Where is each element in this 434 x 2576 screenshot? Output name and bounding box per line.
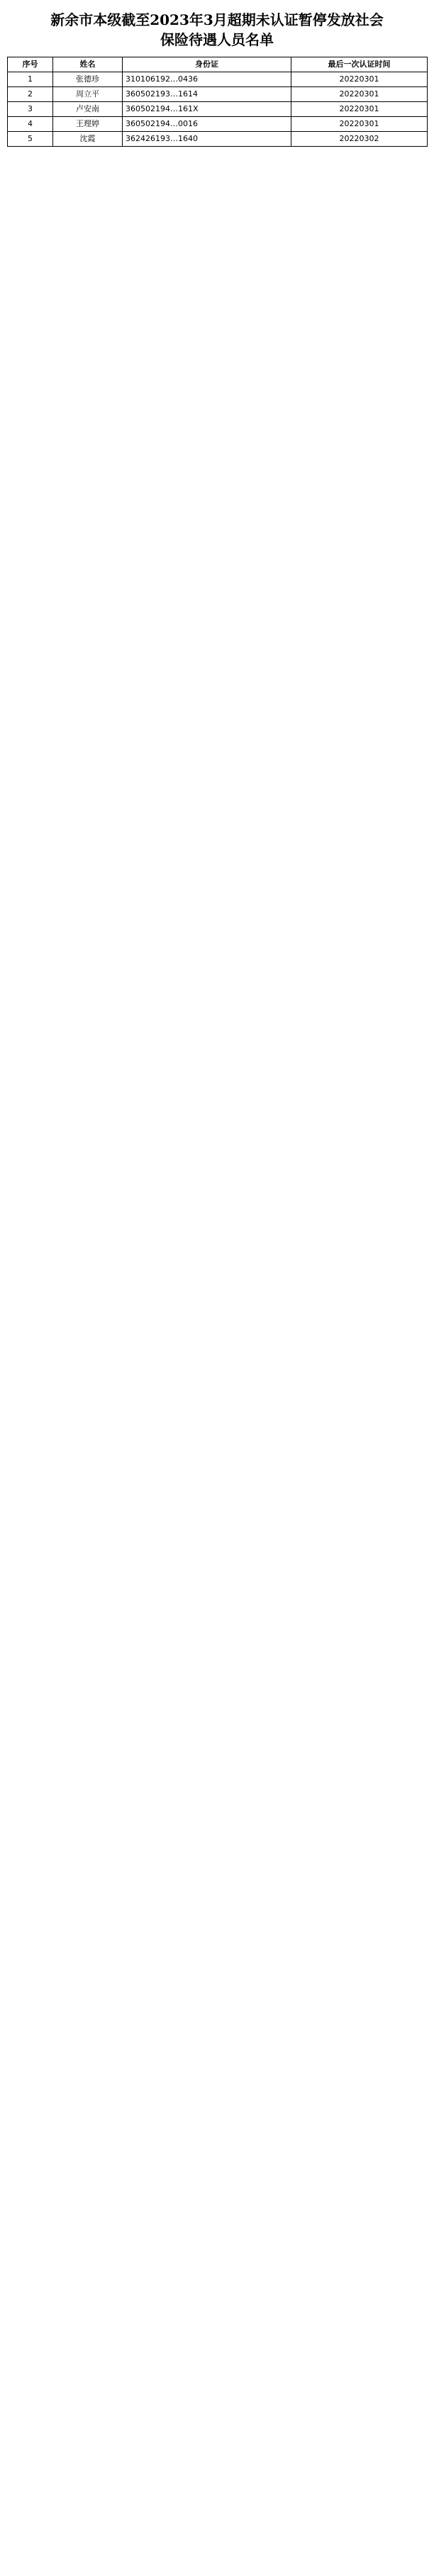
row-last-auth-date: 20220301 bbox=[291, 102, 428, 117]
table-row bbox=[8, 102, 428, 117]
row-number: 4 bbox=[8, 117, 53, 132]
header-date: 最后一次认证时间 bbox=[291, 57, 428, 72]
row-id-number: 310106192…0436 bbox=[123, 72, 291, 87]
row-name: 王理婷 bbox=[53, 117, 123, 132]
document-title bbox=[7, 10, 427, 50]
table-header-row bbox=[8, 57, 428, 72]
row-last-auth-date: 20220301 bbox=[291, 87, 428, 102]
row-last-auth-date: 20220301 bbox=[291, 117, 428, 132]
row-number: 3 bbox=[8, 102, 53, 117]
title-line-2: 保险待遇人员名单 bbox=[160, 31, 274, 48]
row-id-number: 360502193…1614 bbox=[123, 87, 291, 102]
row-number: 1 bbox=[8, 72, 53, 87]
title-line-1: 新余市本级截至2023年3月超期未认证暂停发放社会 bbox=[50, 11, 384, 28]
row-last-auth-date: 20220301 bbox=[291, 72, 428, 87]
header-id: 身份证 bbox=[123, 57, 291, 72]
row-name: 卢安南 bbox=[53, 102, 123, 117]
document-page bbox=[0, 0, 434, 147]
header-name: 姓名 bbox=[53, 57, 123, 72]
table-row bbox=[8, 117, 428, 132]
row-id-number: 362426193…1640 bbox=[123, 132, 291, 147]
header-no: 序号 bbox=[8, 57, 53, 72]
table-row bbox=[8, 72, 428, 87]
row-last-auth-date: 20220302 bbox=[291, 132, 428, 147]
row-id-number: 360502194…0016 bbox=[123, 117, 291, 132]
table-row bbox=[8, 132, 428, 147]
row-number: 5 bbox=[8, 132, 53, 147]
table-row bbox=[8, 87, 428, 102]
name-list-table bbox=[7, 57, 428, 147]
row-name: 沈霞 bbox=[53, 132, 123, 147]
row-id-number: 360502194…161X bbox=[123, 102, 291, 117]
row-number: 2 bbox=[8, 87, 53, 102]
row-name: 周立平 bbox=[53, 87, 123, 102]
row-name: 张德珍 bbox=[53, 72, 123, 87]
table-body bbox=[8, 72, 428, 147]
